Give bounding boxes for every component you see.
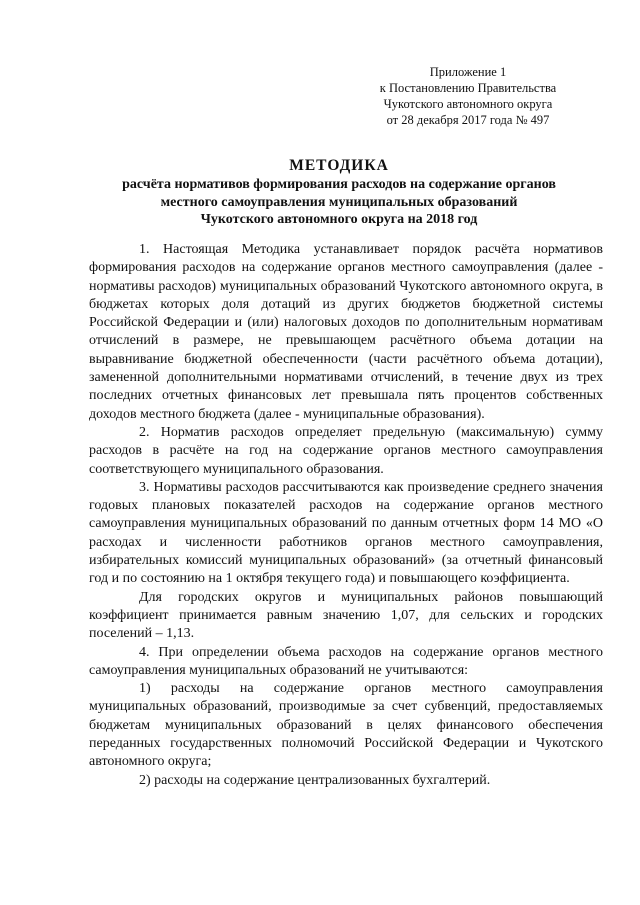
- paragraph-4-item-1: 1) расходы на содержание органов местного самоуправления муниципальных образований, производимые за счет субвенций, предоставляемых бюджетам муниципальных образований в целях финансового обеспечения переданных государственных полномочий Российской Федерации и Чукотского автономного округа;: [89, 681, 603, 770]
- appendix-line-1: Приложение 1: [429, 65, 507, 79]
- paragraph-2: 2. Норматив расходов определяет предельную (максимальную) сумму расходов в расчёте на год на содержание органов местного самоуправления соответствующего муниципального образования.: [89, 424, 603, 477]
- paragraph-4-item-2: 2) расходы на содержание централизованных бухгалтерий.: [139, 772, 491, 788]
- appendix-line-3: Чукотского автономного округа: [383, 97, 553, 111]
- title-line-2: местного самоуправления муниципальных образований: [160, 194, 518, 210]
- title-subtitle: [80, 176, 598, 229]
- document-title: [80, 156, 598, 229]
- paragraph-1: 1. Настоящая Методика устанавливает порядок расчёта нормативов формирования расходов на содержание органов местного самоуправления (далее - нормативы расходов) муниципальных образований Чукотского автономного округа, в бюджетах которых доля дотаций из других бюджетов бюджетной системы Российской Федерации и (или) налоговых доходов по дополнительным нормативам отчислений в размере, не превышающем расчётного объема дотации на выравнивание бюджетной обеспеченности (части расчётного объема дотации), замененной дополнительными нормативами отчислений, в течение двух из трех последних отчетных финансовых лет превышала пять процентов собственных доходов местного бюджета (далее - муниципальные образования).: [89, 242, 603, 422]
- document-body: [89, 241, 603, 790]
- appendix-header: [358, 64, 578, 128]
- paragraph-4: 4. При определении объема расходов на содержание органов местного самоуправления муниципальных образований не учитываются:: [89, 644, 603, 678]
- title-line-3: Чукотского автономного округа на 2018 год: [200, 212, 478, 227]
- appendix-line-4: от 28 декабря 2017 года № 497: [386, 113, 550, 127]
- appendix-line-2: к Постановлению Правительства: [379, 81, 557, 95]
- paragraph-coefficient: Для городских округов и муниципальных районов повышающий коэффициент принимается равным значению 1,07, для сельских и городских поселений – 1,13.: [89, 589, 603, 642]
- title-line-1: расчёта нормативов формирования расходов на содержание органов: [122, 177, 556, 192]
- paragraph-3: 3. Нормативы расходов рассчитываются как произведение среднего значения годовых плановых показателей расходов на содержание органов местного самоуправления муниципальных образований по данным отчетных форм 14 МО «О расходах и численности работников органов местного самоуправления, избирательных комиссий муниципальных образований» (за отчетный финансовый год и по состоянию на 1 октября текущего года) и повышающего коэффициента.: [89, 479, 603, 587]
- title-main: МЕТОДИКА: [289, 157, 389, 174]
